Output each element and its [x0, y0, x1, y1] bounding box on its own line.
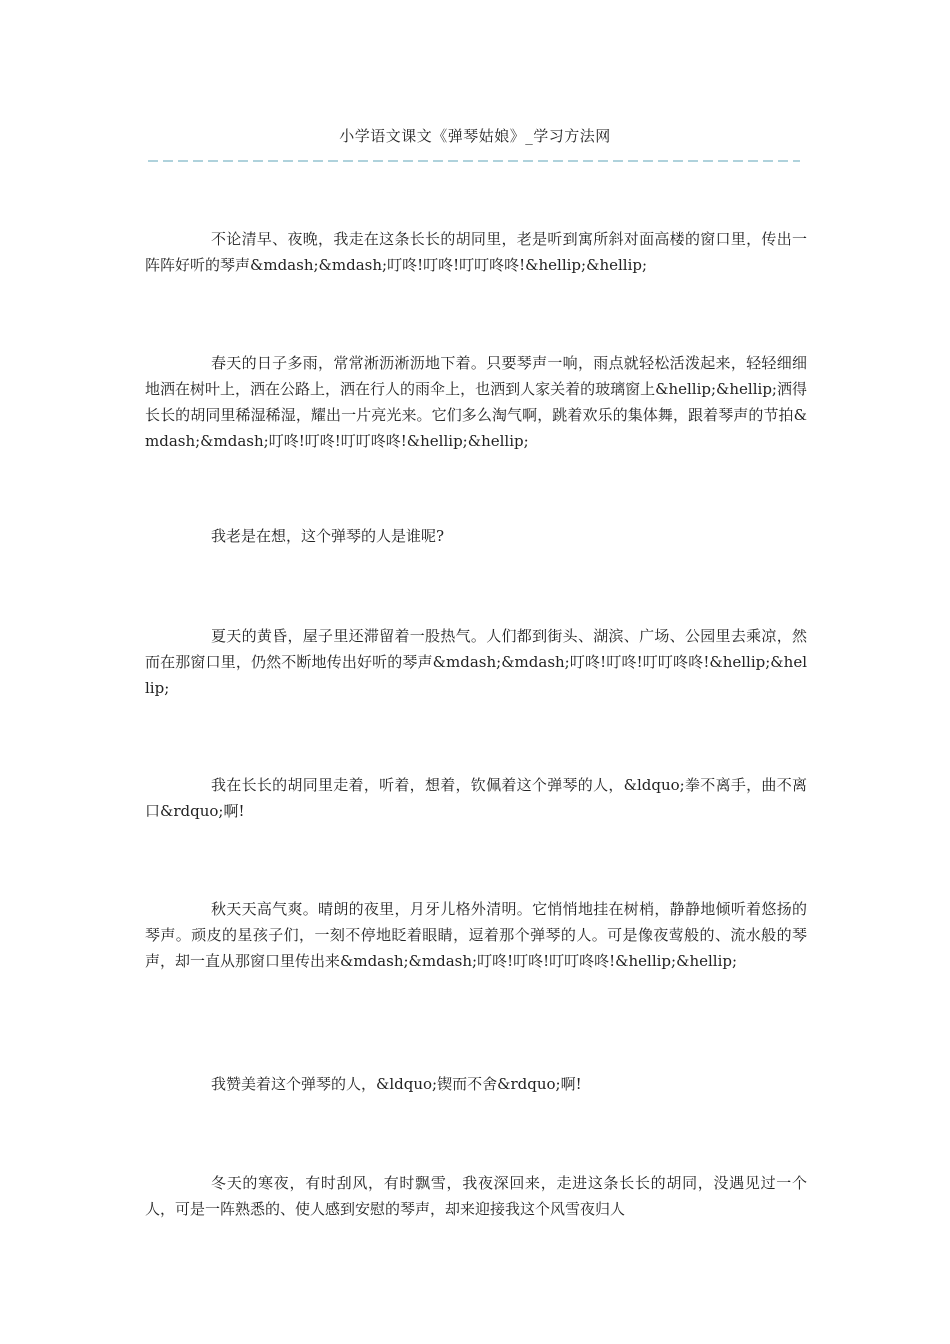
title-divider [148, 152, 800, 164]
paragraph-8: 冬天的寒夜，有时刮风，有时飘雪，我夜深回来，走进这条长长的胡同，没遇见过一个人，可是一阵熟悉的、使人感到安慰的琴声，却来迎接我这个风雪夜归人 [145, 1174, 807, 1218]
paragraph-6: 秋天天高气爽。晴朗的夜里，月牙儿格外清明。它悄悄地挂在树梢，静静地倾听着悠扬的琴声。顽皮的星孩子们，一刻不停地眨着眼睛，逗着那个弹琴的人。可是像夜莺般的、流水般的琴声，却一直从那窗口里传出来&mdash;&mdash;叮咚!叮咚!叮叮咚咚!&hellip;&hellip; [145, 900, 807, 970]
paragraph-5: 我在长长的胡同里走着，听着，想着，钦佩着这个弹琴的人，&ldquo;拳不离手，曲不离口&rdquo;啊! [145, 776, 807, 820]
document-title: 小学语文课文《弹琴姑娘》_学习方法网 [339, 127, 611, 145]
paragraph-1: 不论清早、夜晚，我走在这条长长的胡同里，老是听到寓所斜对面高楼的窗口里，传出一阵阵好听的琴声&mdash;&mdash;叮咚!叮咚!叮叮咚咚!&hellip;&hellip; [145, 230, 807, 274]
paragraph-2: 春天的日子多雨，常常淅沥淅沥地下着。只要琴声一响，雨点就轻松活泼起来，轻轻细细地洒在树叶上，洒在公路上，洒在行人的雨伞上，也洒到人家关着的玻璃窗上&hellip;&hellip;洒得长长的胡同里稀湿稀湿，耀出一片亮光来。它们多么淘气啊，跳着欢乐的集体舞，跟着琴声的节拍&mdash;&mdash;叮咚!叮咚!叮叮咚咚!&hellip;&hellip; [145, 354, 807, 450]
paragraph-7: 我赞美着这个弹琴的人，&ldquo;锲而不舍&rdquo;啊! [211, 1075, 582, 1093]
paragraph-4: 夏天的黄昏，屋子里还滞留着一股热气。人们都到街头、湖滨、广场、公园里去乘凉，然而在那窗口里，仍然不断地传出好听的琴声&mdash;&mdash;叮咚!叮咚!叮叮咚咚!&hellip;&hellip; [145, 627, 807, 697]
paragraph-3: 我老是在想，这个弹琴的人是谁呢? [211, 527, 445, 545]
dashed-divider-line [148, 152, 800, 164]
